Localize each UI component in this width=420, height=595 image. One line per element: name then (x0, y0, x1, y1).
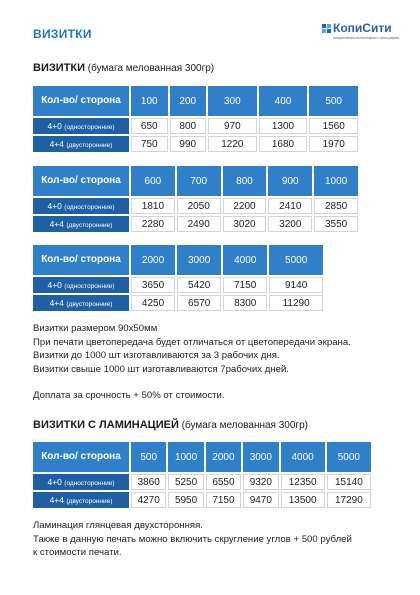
note-line: Визитки до 1000 шт изготавливаются за 3 рабочих дня. (33, 350, 280, 361)
quantity-header-cell: 3000 (177, 245, 221, 275)
row-single-sided (33, 198, 358, 214)
side-note: (односторонние) (64, 124, 115, 131)
price-cell: 2200 (223, 198, 267, 214)
price-cell: 5250 (168, 474, 203, 490)
price-table (31, 84, 360, 154)
side-note: (двусторонние) (66, 142, 113, 149)
price-cell: 5950 (168, 492, 203, 508)
note-line: Ламинация глянцевая двухсторонняя. (33, 520, 203, 531)
row-single-sided (33, 474, 371, 490)
row-label-cell (33, 474, 129, 490)
price-cell: 3650 (131, 277, 175, 293)
price-cell: 1810 (131, 198, 175, 214)
price-cell: 5420 (177, 277, 221, 293)
brand-logo (322, 22, 402, 48)
logo-name: КопиСити (333, 21, 392, 35)
price-cell: 3020 (223, 216, 267, 232)
quantity-header-cell: 3000 (243, 442, 278, 472)
quantity-header-cell: 2000 (131, 245, 175, 275)
row-label-cell (33, 277, 129, 293)
section-title-bold: ВИЗИТКИ С ЛАМИНАЦИЕЙ (33, 419, 179, 431)
section-title-business-cards (33, 62, 214, 74)
logo-tagline: оперативная полиграфия и типография (333, 36, 400, 40)
price-cell: 9320 (243, 474, 278, 490)
color-code: 4+4 (49, 495, 64, 505)
note-line: При печати цветопередача будет отличаться от цветопередачи экрана. (33, 336, 351, 348)
side-note: (односторонние) (64, 283, 115, 290)
table-header-row (33, 86, 358, 116)
row-double-sided (33, 136, 358, 152)
side-note: (односторонние) (64, 204, 115, 211)
quantity-header-cell: 500 (131, 442, 166, 472)
price-cell: 6550 (206, 474, 241, 490)
table-header-row (33, 442, 371, 472)
price-cell: 6570 (177, 295, 221, 311)
color-code: 4+4 (49, 298, 64, 308)
side-note: (двусторонние) (66, 222, 113, 229)
quantity-header-cell: 2000 (206, 442, 241, 472)
price-cell: 4250 (131, 295, 175, 311)
quantity-header-cell: 4000 (281, 442, 325, 472)
row-double-sided (33, 216, 358, 232)
color-code: 4+4 (49, 139, 64, 149)
price-cell: 7150 (206, 492, 241, 508)
quantity-header-cell: 5000 (327, 442, 371, 472)
section-title-bold: ВИЗИТКИ (33, 62, 85, 74)
price-cell: 2050 (177, 198, 221, 214)
price-cell: 12350 (281, 474, 325, 490)
lamination-notes (33, 519, 352, 560)
price-cell: 1970 (309, 136, 358, 152)
price-table (31, 164, 360, 234)
quantity-header-cell: 200 (170, 86, 207, 116)
quantity-header-cell: 4000 (223, 245, 267, 275)
quantity-header-cell: 500 (309, 86, 358, 116)
price-cell: 3550 (314, 216, 358, 232)
price-cell: 750 (131, 136, 168, 152)
price-cell: 1560 (309, 118, 358, 134)
quantity-header-cell: 5000 (269, 245, 323, 275)
row-label-cell (33, 118, 129, 134)
note-line: Визитки свыше 1000 шт изготавливаются 7рабочих дней. (33, 363, 289, 375)
row-label-cell (33, 492, 129, 508)
row-label-cell (33, 198, 129, 214)
logo-mark-icon (322, 24, 331, 33)
quantity-header-cell: 1000 (168, 442, 203, 472)
column-header-qty-side: Кол-во/ сторона (33, 245, 129, 275)
price-table (31, 440, 373, 510)
side-note: (двусторонние) (66, 301, 113, 308)
price-cell: 1680 (259, 136, 308, 152)
side-note: (односторонние) (64, 480, 115, 487)
row-single-sided (33, 277, 323, 293)
row-single-sided (33, 118, 358, 134)
section-title-paper: (бумага мелованная 300гр) (178, 420, 308, 431)
color-code: 4+0 (47, 121, 62, 131)
quantity-header-cell: 100 (131, 86, 168, 116)
row-label-cell (33, 136, 129, 152)
color-code: 4+0 (47, 477, 62, 487)
price-cell: 11290 (269, 295, 323, 311)
price-cell: 3860 (131, 474, 166, 490)
price-cell: 17290 (327, 492, 371, 508)
price-cell: 15140 (327, 474, 371, 490)
price-cell: 1300 (259, 118, 308, 134)
side-note: (двусторонние) (66, 498, 113, 505)
price-cell: 650 (131, 118, 168, 134)
column-header-qty-side: Кол-во/ сторона (33, 86, 129, 116)
quantity-header-cell: 700 (177, 166, 221, 196)
color-code: 4+0 (47, 201, 62, 211)
color-code: 4+0 (47, 280, 62, 290)
price-cell: 2280 (131, 216, 175, 232)
row-label-cell (33, 216, 129, 232)
color-code: 4+4 (49, 219, 64, 229)
note-line: Также в данную печать можно включить скругление углов + 500 рублей (33, 533, 352, 545)
note-line: к стоимости печати. (33, 547, 122, 558)
quantity-header-cell: 300 (208, 86, 257, 116)
price-cell: 990 (170, 136, 207, 152)
price-cell: 1220 (208, 136, 257, 152)
row-double-sided (33, 492, 371, 508)
quantity-header-cell: 1000 (314, 166, 358, 196)
note-line: Визитки размером 90х50мм (33, 323, 158, 334)
section-title-paper: (бумага мелованная 300гр) (85, 63, 215, 74)
price-cell: 7150 (223, 277, 267, 293)
price-cell: 8300 (223, 295, 267, 311)
price-cell: 970 (208, 118, 257, 134)
price-cell: 2410 (268, 198, 312, 214)
row-label-cell (33, 295, 129, 311)
notes-block (33, 322, 351, 403)
row-double-sided (33, 295, 323, 311)
quantity-header-cell: 400 (259, 86, 308, 116)
price-cell: 2490 (177, 216, 221, 232)
column-header-qty-side: Кол-во/ сторона (33, 442, 129, 472)
price-cell: 13500 (281, 492, 325, 508)
price-cell: 3200 (268, 216, 312, 232)
price-table (31, 243, 325, 313)
quantity-header-cell: 600 (131, 166, 175, 196)
table-header-row (33, 245, 323, 275)
price-cell: 9140 (269, 277, 323, 293)
page-title: ВИЗИТКИ (33, 27, 92, 41)
quantity-header-cell: 800 (223, 166, 267, 196)
section-title-laminated (33, 419, 308, 431)
table-header-row (33, 166, 358, 196)
quantity-header-cell: 900 (268, 166, 312, 196)
price-cell: 9470 (243, 492, 278, 508)
price-cell: 800 (170, 118, 207, 134)
urgent-note: Доплата за срочность + 50% от стоимости. (33, 390, 225, 401)
price-cell: 2850 (314, 198, 358, 214)
column-header-qty-side: Кол-во/ сторона (33, 166, 129, 196)
price-cell: 4270 (131, 492, 166, 508)
